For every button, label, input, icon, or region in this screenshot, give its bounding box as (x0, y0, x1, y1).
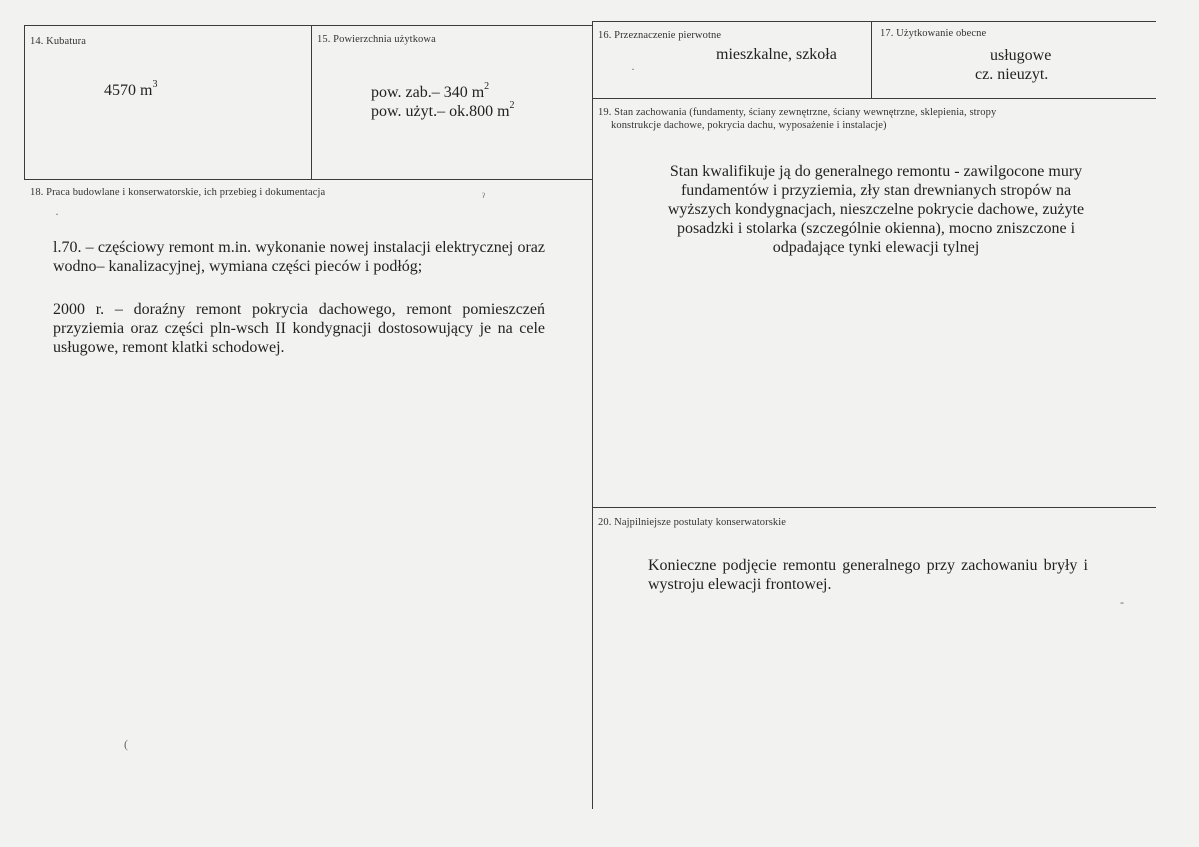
field-17-label: 17. Użytkowanie obecne (880, 28, 987, 39)
top-rule-right (592, 21, 1156, 22)
kubatura-unit: m (140, 82, 153, 99)
scan-speck: ˀ (482, 190, 485, 204)
field-14-label: 14. Kubatura (30, 36, 87, 47)
rule-above-18 (24, 179, 592, 180)
scan-speck: ( (124, 737, 128, 751)
scan-speck: · (631, 62, 635, 76)
field-18-label: 18. Praca budowlane i konserwatorskie, ich przebieg i dokumentacja (30, 187, 326, 198)
left-rule (24, 25, 25, 180)
field-14-value (104, 81, 157, 100)
field-18-paragraph-1: l.70. – częściowy remont m.in. wykonanie nowej instalacji elektrycznej oraz wodno– kanalizacyjnej, wymiana części pieców i podłóg; (53, 239, 545, 275)
uzyt-area-exponent: 2 (509, 100, 515, 111)
field-19-label-line2: konstrukcje dachowe, pokrycia dachu, wyposażenie i instalacje) (611, 120, 887, 131)
field-15-line1 (371, 83, 489, 102)
top-rule-left (24, 25, 592, 26)
rule-above-20 (592, 507, 1156, 508)
divider-14-15 (311, 25, 312, 180)
uzyt-area-text: pow. użyt.– ok.800 m (371, 103, 510, 120)
rule-above-19 (592, 98, 1156, 99)
field-17-line1: usługowe (990, 47, 1052, 64)
field-20-label: 20. Najpilniejsze postulaty konserwatorskie (598, 517, 787, 528)
field-16-value: mieszkalne, szkoła (716, 46, 837, 63)
field-15-label: 15. Powierzchnia użytkowa (317, 34, 436, 45)
divider-16-17 (871, 21, 872, 99)
field-16-label: 16. Przeznaczenie pierwotne (598, 30, 722, 41)
field-20-text: Konieczne podjęcie remontu generalnego przy zachowaniu bryły i wystroju elewacji frontowej. (648, 557, 1088, 593)
kubatura-unit-exponent: 3 (152, 79, 158, 90)
field-19-label-line1: 19. Stan zachowania (fundamenty, ściany zewnętrzne, ściany wewnętrzne, sklepienia, stropy (598, 107, 997, 118)
center-rule (592, 21, 593, 809)
scan-speck: · (55, 207, 59, 221)
field-18-paragraph-2: 2000 r. – doraźny remont pokrycia dachowego, remont pomieszczeń przyziemia oraz części pln-wsch II kondygnacji dostosowujący je na cele usługowe, remont klatki schodowej. (53, 301, 545, 356)
zab-area-exponent: 2 (484, 81, 490, 92)
field-17-line2: cz. nieuzyt. (975, 66, 1049, 83)
field-15-line2 (371, 102, 515, 121)
kubatura-number: 4570 (104, 82, 136, 99)
zab-area-text: pow. zab.– 340 m (371, 84, 485, 101)
field-19-text: Stan kwalifikuje ją do generalnego remontu - zawilgocone mury fundamentów i przyziemia, zły stan drewnianych stropów na wyższych kondygnacjach, nieszczelne pokrycie dachowe, zużyte posadzki i stolarka (szczególnie okienna), mocno zniszczone i odpadające tynki elewacji tylnej (667, 163, 1085, 256)
scan-speck: - (1120, 595, 1124, 609)
